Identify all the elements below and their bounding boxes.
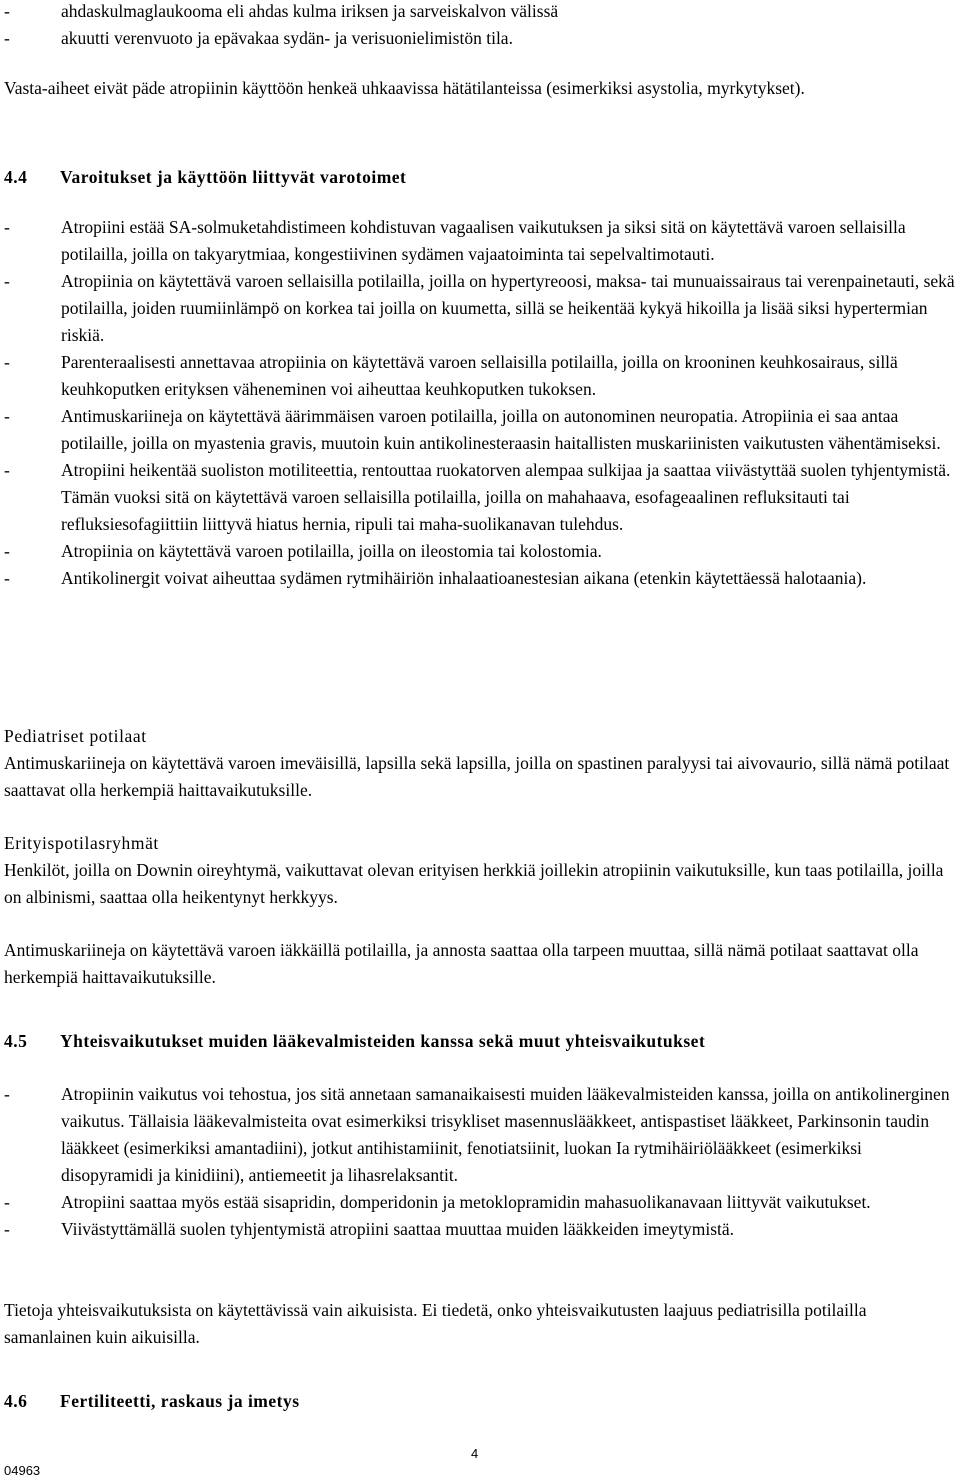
list-item-text: Antikolinergit voivat aiheuttaa sydämen rytmihäiriön inhalaatioanestesian aikana (etenkin käytettäessä halotaania). — [61, 568, 867, 588]
list-bullet: - — [4, 352, 10, 372]
list-bullet: - — [4, 1219, 10, 1239]
paragraph: Henkilöt, joilla on Downin oireyhtymä, vaikuttavat olevan erityisen herkkiä joillekin atropiinin vaikutuksille, kun taas potilailla, joilla on albinismi, saattaa olla heikentynyt herkkyys. — [4, 860, 944, 907]
subsection-heading: Pediatriset potilaat — [4, 726, 147, 746]
list-item-text: Parenteraalisesti annettavaa atropiinia on käytettävä varoen sellaisilla potilailla, joilla on krooninen keuhkosairaus, sillä keuhkoputken erityksen väheneminen voi aiheuttaa keuhkoputken tukoksen. — [61, 352, 898, 399]
list-bullet: - — [4, 28, 10, 48]
page-number: 4 — [471, 1446, 479, 1461]
list-item — [4, 457, 956, 538]
list-item — [4, 349, 956, 403]
section-number: 4.5 — [4, 1031, 28, 1051]
list-item — [4, 214, 956, 268]
paragraph: Antimuskariineja on käytettävä varoen imeväisillä, lapsilla sekä lapsilla, joilla on spastinen paralyysi tai aivovaurio, sillä nämä potilaat saattavat olla herkempiä haittavaikutuksille. — [4, 753, 950, 800]
list-item-text: Atropiini heikentää suoliston motiliteettia, rentouttaa ruokatorven alempaa sulkijaa ja saattaa viivästyttää suolen tyhjentymistä. Tämän vuoksi sitä on käytettävä varoen sellaisilla potilailla, joilla on mahahaava, esofageaalinen refluksitauti tai refluksiesofagiittiin liittyvä hiatus hernia, ripuli tai maha-suolikanavan tulehdus. — [61, 460, 951, 534]
contraindication-note: Vasta-aiheet eivät päde atropiinin käyttöön henkeä uhkaavissa hätätilanteissa (esimerkiksi asystolia, myrkytykset). — [4, 78, 805, 98]
list-bullet: - — [4, 406, 10, 426]
list-item-text: akuutti verenvuoto ja epävakaa sydän- ja verisuonielimistön tila. — [61, 28, 513, 48]
list-item-text: Antimuskariineja on käytettävä äärimmäisen varoen potilailla, joilla on autonominen neuropatia. Atropiinia ei saa antaa potilaille, joilla on myastenia gravis, muutoin kuin antikolinesteraasin haitallisten muskariinisten vaikutusten vähentämiseksi. — [61, 406, 941, 453]
subsection-heading: Erityispotilasryhmät — [4, 833, 159, 853]
list-item-text: Atropiinia on käytettävä varoen potilailla, joilla on ileostomia tai kolostomia. — [61, 541, 602, 561]
list-bullet: - — [4, 541, 10, 561]
list-item-text: Atropiinin vaikutus voi tehostua, jos sitä annetaan samanaikaisesti muiden lääkevalmisteiden kanssa, joilla on antikolinerginen vaikutus. Tällaisia lääkevalmisteita ovat esimerkiksi trisykliset masennuslääkkeet, antispastiset lääkkeet, Parkinsonin taudin lääkkeet (esimerkiksi amantadiini), jotkut antihistamiinit, fenotiatsiinit, luokan Ia rytmihäiriölääkkeet (esimerkiksi disopyramidi ja kinidiini), antiemeetit ja lihasrelaksantit. — [61, 1084, 950, 1185]
section-title: Varoitukset ja käyttöön liittyvät varotoimet — [60, 167, 407, 187]
list-bullet: - — [4, 1084, 10, 1104]
section-title: Fertiliteetti, raskaus ja imetys — [60, 1391, 300, 1411]
list-item — [4, 25, 956, 52]
warnings-list — [4, 214, 956, 592]
list-item-text: ahdaskulmaglaukooma eli ahdas kulma iriksen ja sarveiskalvon välissä — [61, 1, 559, 21]
list-item — [4, 1081, 956, 1189]
section-heading-4-5 — [4, 1028, 705, 1055]
section-title: Yhteisvaikutukset muiden lääkevalmisteiden kanssa sekä muut yhteisvaikutukset — [60, 1031, 706, 1051]
section-number: 4.4 — [4, 167, 28, 187]
interactions-list — [4, 1081, 956, 1243]
list-bullet: - — [4, 568, 10, 588]
pediatric-section — [4, 723, 956, 804]
section-heading-4-4 — [4, 164, 406, 191]
special-groups-section — [4, 830, 956, 911]
section-heading-4-6 — [4, 1388, 300, 1415]
list-item — [4, 565, 956, 592]
list-item-text: Atropiinia on käytettävä varoen sellaisilla potilailla, joilla on hypertyreoosi, maksa- tai munuaissairaus tai verenpainetauti, sekä potilailla, joiden ruumiinlämpö on korkea tai joilla on kuumetta, sillä se heikentää kykyä hikoilla ja lisää siksi hypertermian riskiä. — [61, 271, 955, 345]
list-bullet: - — [4, 1, 10, 21]
list-bullet: - — [4, 1192, 10, 1212]
list-item — [4, 403, 956, 457]
list-item-text: Atropiini saattaa myös estää sisapridin, domperidonin ja metoklopramidin mahasuolikanavaan liittyvät vaikutukset. — [61, 1192, 871, 1212]
list-item — [4, 1216, 956, 1243]
paragraph: Tietoja yhteisvaikutuksista on käytettävissä vain aikuisista. Ei tiedetä, onko yhteisvaikutusten laajuus pediatrisilla potilailla samanlainen kuin aikuisilla. — [4, 1300, 867, 1347]
section-number: 4.6 — [4, 1391, 28, 1411]
contraindications-list — [4, 0, 956, 52]
list-bullet: - — [4, 271, 10, 291]
list-item — [4, 0, 956, 25]
list-item — [4, 538, 956, 565]
paragraph: Antimuskariineja on käytettävä varoen iäkkäillä potilailla, ja annosta saattaa olla tarpeen muuttaa, sillä nämä potilaat saattavat olla herkempiä haittavaikutuksille. — [4, 940, 919, 987]
list-item — [4, 1189, 956, 1216]
document-code: 04963 — [4, 1463, 41, 1478]
list-item-text: Viivästyttämällä suolen tyhjentymistä atropiini saattaa muuttaa muiden lääkkeiden imeytymistä. — [61, 1219, 735, 1239]
list-bullet: - — [4, 217, 10, 237]
list-bullet: - — [4, 460, 10, 480]
list-item — [4, 268, 956, 349]
list-item-text: Atropiini estää SA-solmuketahdistimeen kohdistuvan vagaalisen vaikutuksen ja siksi sitä on käytettävä varoen sellaisilla potilailla, joilla on takyarytmiaa, kongestiivinen sydämen vajaatoiminta tai sepelvaltimotauti. — [61, 217, 906, 264]
